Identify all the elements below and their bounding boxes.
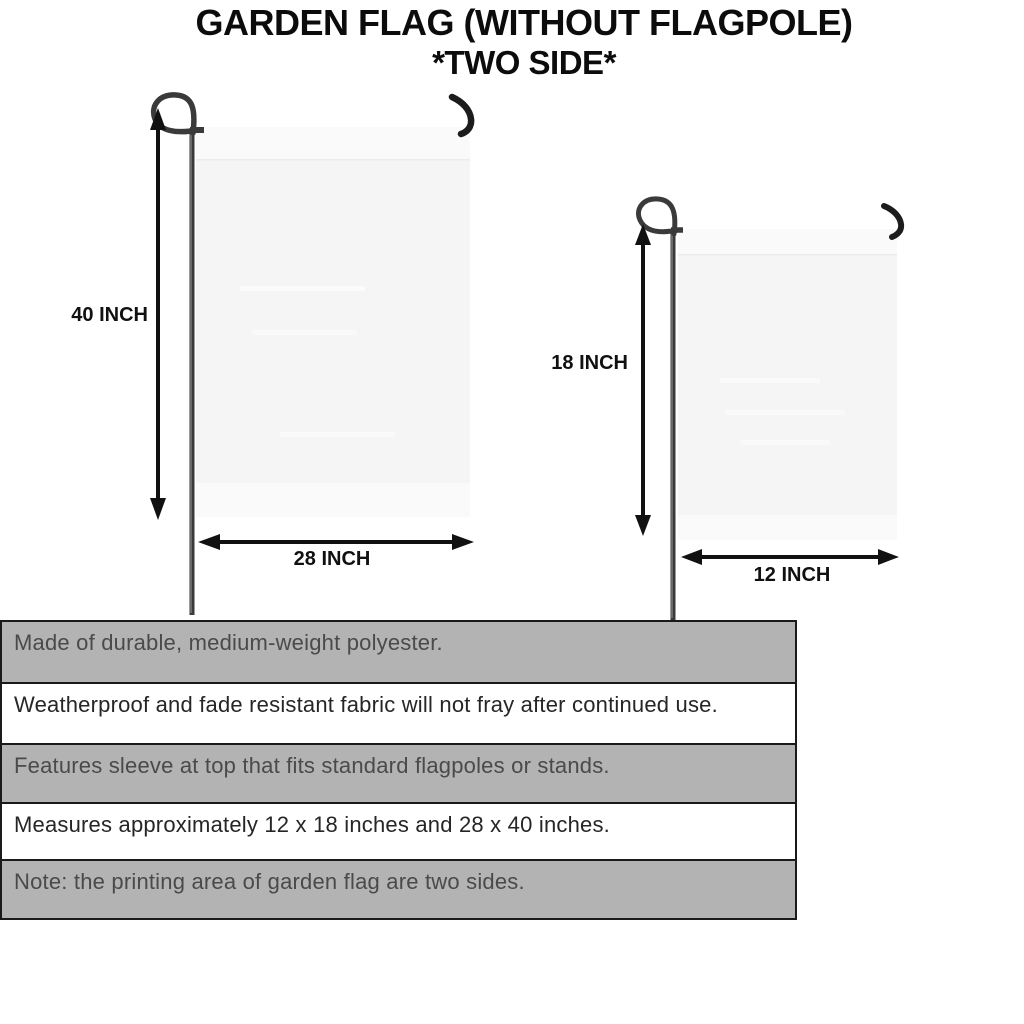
small-flag-width-arrow [681,549,899,565]
page-title-line2: *TWO SIDE* [432,43,616,81]
feature-row [0,743,797,804]
small-flag-width-label: 12 INCH [753,564,831,586]
feature-text: Features sleeve at top that fits standard flagpoles or stands. [14,753,610,778]
small-flag-sleeve [678,229,897,255]
feature-list [0,620,797,920]
feature-text: Made of durable, medium-weight polyester. [14,630,443,655]
small-flag-canvas [678,229,897,540]
page-title-line1: GARDEN FLAG (WITHOUT FLAGPOLE) [195,2,853,43]
feature-row [0,682,797,745]
small-flag-diagram [625,195,920,625]
feature-row [0,859,797,920]
feature-row [0,620,797,684]
small-flag-height-arrow [635,224,651,536]
page-title [12,4,1024,81]
feature-text: Weatherproof and fade resistant fabric will not fray after continued use. [14,692,718,717]
large-flag-diagram [140,88,485,623]
feature-text: Note: the printing area of garden flag are two sides. [14,869,525,894]
feature-row [0,802,797,861]
large-flag-canvas [196,127,470,517]
large-flag-sleeve [196,127,470,160]
feature-text: Measures approximately 12 x 18 inches and 28 x 40 inches. [14,812,610,837]
large-flag-height-label: 40 INCH [71,304,148,326]
large-flag-height-arrow [150,108,166,520]
large-flag-width-label: 28 INCH [293,548,371,570]
small-flag-height-label: 18 INCH [551,352,628,374]
